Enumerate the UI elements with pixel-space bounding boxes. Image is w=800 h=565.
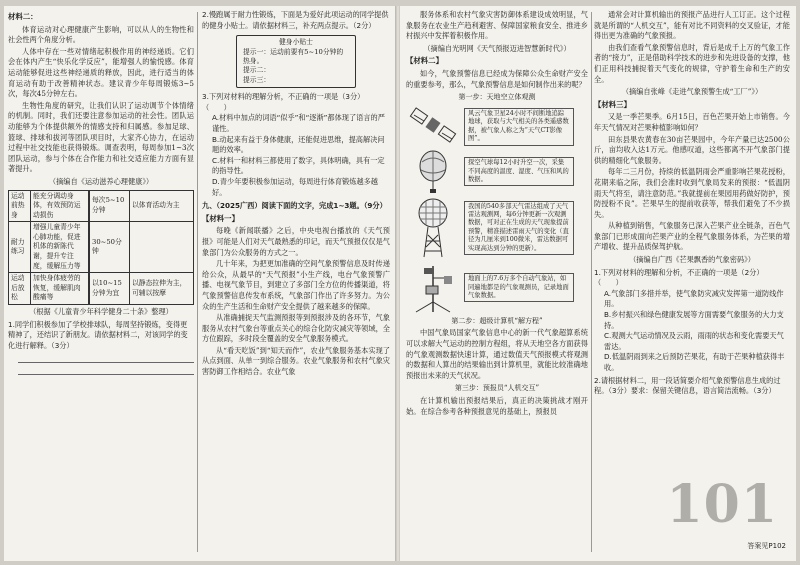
question-text: 3.下列对材料的理解分析，不正确的一项是（3分） — [202, 92, 365, 102]
paragraph: 通常会对计算机输出的预报产品进行人工订正。这个过程就是所谓的“人机交互”，能有对比不同资料的交叉验证，才能得出更为准确的气象预报。 — [594, 10, 790, 41]
option-c[interactable]: C.观测大气运动情况及云雨，雨雨的状态和变化需要天气雷达。 — [604, 331, 784, 351]
paragraph: 服务体系和农村气象灾害防御体系建设成效明显，气象服务在农业生产趋利避害、保障国家粮食安全、推进乡村振兴中发挥着积极作用。 — [406, 10, 588, 41]
satellite-caption: 风云气象卫星24小时不间断地追踪地球，获取与大气相关的各类遥感数据，被气象人称之为“天气CT影像图”。 — [464, 108, 574, 146]
paragraph: 每晚《新闻联播》之后，中央电视台播放的《天气预报》可能是人们对天气最熟悉的印记，而天气预报仅仅是气象部门为公众服务的方式之一。 — [202, 226, 390, 257]
material-3-title: 【材料三】 — [594, 99, 631, 109]
answer-line[interactable] — [18, 366, 194, 375]
weather-station-row — [406, 262, 588, 314]
tip-title: 健身小贴士 — [279, 38, 313, 47]
column-divider — [197, 12, 198, 552]
material-2-title: 材料二： — [8, 12, 38, 21]
table-row — [9, 222, 194, 273]
balloon-row — [406, 150, 588, 194]
source-note: （摘编自光明网《天气预报迈进智慧新时代》） — [423, 43, 571, 53]
question-2: 2.慢跑属于耐力性锻炼，下面是为爱好此项运动的同学提供的健身小贴士。请依据材料三，补充两点提示。（2分） — [202, 10, 389, 30]
weather-station-caption: 地面上的7.6万多个自动气象站，如同遍地都是的气象观测员，记录地面气象数据。 — [464, 273, 574, 302]
material-1-title: 【材料一】 — [202, 213, 239, 223]
step-3-heading: 第三步：预报员“人机交互” — [454, 384, 540, 393]
balloon-caption: 探空气球每12小时升空一次，采集不同高度的温度、湿度、气压和风的数据。 — [464, 157, 574, 186]
option-b[interactable]: B.动起来有益于身体健康，还能促进思维，提高解决问题的效率。 — [212, 134, 385, 155]
left-page — [4, 6, 396, 561]
tip-line[interactable]: 提示三： — [243, 75, 271, 84]
radar-caption: 我国的540多部天气雷达组成了天气雷达观测网，每6分钟更新一次观测数据，可对正在生成的天气现象提前预警，精准描述雷雨天气的变化（直径为几厘米到100微米，雷达数据可实现高达到分钟的更新）。 — [464, 201, 574, 255]
paragraph: 如今，气象预警信息已经成为保障公众生命财产安全的重要参考，那么，气象预警信息是如何制作出来的呢？ — [406, 68, 588, 89]
tip-line[interactable]: 提示二： — [243, 66, 271, 75]
table-cell: 加快身体疲劳的恢复，缓解肌肉酸痛等 — [31, 273, 89, 305]
satellite-row — [406, 105, 588, 149]
radar-row — [406, 195, 588, 261]
page-number: 101 — [666, 474, 778, 535]
step-2-heading: 第二步：超级计算机“解方程” — [451, 316, 543, 325]
table-row — [9, 273, 194, 305]
table-cell: 以10~15分钟为宜 — [90, 273, 130, 305]
paragraph: 在计算机输出预报结果后，真正的决策挑战才刚开始。在综合参考各种预报意见的基础上，预报员 — [406, 395, 588, 416]
answer-reference: 答案见P102 — [747, 542, 786, 550]
tip-line: 提示一：运动前要有5~10分钟的热身。 — [243, 47, 344, 65]
question-3 — [202, 92, 390, 113]
source-note: （摘编自《运动滋养心理健康》） — [48, 176, 154, 186]
option-a[interactable]: A.材料中加点的词语“似乎”和“逐渐”都体现了语言的严谨性。 — [212, 113, 385, 133]
source-note: （摘编自广西《芒果飘香的气象密码》） — [629, 255, 755, 265]
table-cell: 能充分调动身体，有效预防运动损伤 — [31, 190, 89, 222]
step-1-heading: 第一步：天地空立体观测 — [458, 93, 536, 102]
source-note: （摘编自张峰《走进气象预警生成“工厂”》） — [621, 87, 763, 97]
right-column-1 — [406, 10, 588, 418]
satellite-icon — [406, 105, 460, 149]
option-c[interactable]: C.材料一和材料三都使用了数字，具体明确，具有一定的指导性。 — [212, 155, 385, 176]
table-cell: 耐力练习 — [9, 222, 31, 273]
answer-paren[interactable]: （ ） — [594, 278, 623, 288]
option-a[interactable]: A.气象部门多措并举，使气象防灾减灾发挥第一道防线作用。 — [604, 288, 784, 309]
paragraph: 生物性角度的研究，让我们认识了运动调节个体情绪的机制。同时，我们还要注意参加运动的社会性。团队运动能够为个体提供额外的情感支持和归属感。参加足球、篮球、排球和拔河等团队项目时，大家齐心协力，在运动过程中社交技能也获得锻炼。调查表明，每周参加1~3次团队运动，参与个体在合作能力和社交适应能力方面有显著提升。 — [8, 100, 194, 174]
paragraph: 中国气象局国家气象信息中心的新一代气象超算系统可以求解大气运动的控制方程组，将从天地空各方面获得的气象观测数据快速计算，通过数值天气预报模式将观测的数据和人算出的结果输出到计算机里，就能比较准确地预报出未来的天气状况。 — [406, 328, 588, 380]
paragraph: 从“看天吃饭”到“知天而作”，农业气象服务基本实现了从点到面、从单一到综合服务。农业气象服务和农村气象灾害防御工作相结合。农业气象 — [202, 345, 390, 377]
paragraph: 每年二三月份，持续的低温阴雨会严重影响芒果花授粉，花期来临之际，我们会准时收到气象局发来的预报：“低温阴雨天气将至，请注意防范。”我就提前在果园用药做好防护，预防授粉不良”。芒果早生的提前收获等，帮我们避免了不少损失。 — [594, 167, 790, 219]
material-2-title: 【材料二】 — [406, 56, 443, 66]
answer-paren[interactable]: （ ） — [202, 102, 231, 112]
column-divider — [591, 12, 592, 552]
question-1 — [594, 268, 790, 289]
section-nine-intro: 九、（2025广西）阅读下面的文字，完成1~3题。（9分） — [202, 201, 387, 211]
paragraph: 人体中存在一些对情绪起积极作用的神经递质。它们会在体内产生“快乐化学反应”，能增强人的愉悦感。体育运动能够促进这些神经递质的释放，因此，进行适当的体育运动有助于改善精神状态。建议青少年每周锻炼3~5次，每次45分钟左右。 — [8, 46, 194, 99]
paragraph: 由我们查看气象预警信息时，背后是成千上万的气象工作者的“接力”，正是借助科学技术的进步和先进设备的支撑，他们正用科技捕捉着天气变化的规律，守护着生命和生产的安全。 — [594, 42, 790, 84]
table-cell: 每次5~10分钟 — [90, 190, 130, 222]
right-column-2 — [594, 10, 790, 397]
paragraph: 田东县果农黄春在30亩芒果园中，今年产量已达2500公斤，亩均收入达1万元。他感叹道，这些都离不开气象部门提供的精细化气象服务。 — [594, 134, 790, 165]
weather-station-icon — [406, 262, 460, 314]
table-cell — [130, 222, 194, 273]
table-cell: 以体育活动为主 — [130, 190, 194, 222]
option-b[interactable]: B.乡村振兴和绿色健康发展等方面需要气象服务的大力支持。 — [604, 310, 784, 330]
table-cell: 30~50分钟 — [90, 222, 130, 273]
table-row — [9, 190, 194, 222]
answer-line[interactable] — [18, 354, 194, 363]
paragraph: 从种植到销售，气象服务已深入芒果产业全链条，百色气象部门已形成面向芒果产业的全程气象服务体系，为芒果的增产增收、提升品质保驾护航。 — [594, 221, 790, 252]
table-cell: 以静态拉伸为主，可辅以按摩 — [130, 273, 194, 305]
table-cell: 运动后放松 — [9, 273, 31, 305]
exercise-table — [8, 190, 194, 306]
paragraph: 体育运动对心理健康产生影响，可以从人的生物性和社会性两个角度分析。 — [8, 24, 194, 45]
option-d[interactable]: D.低温阴雨到来之后预防芒果花，有助于芒果种植获得丰收。 — [604, 352, 785, 372]
radar-icon — [406, 195, 460, 261]
right-page — [400, 6, 796, 561]
fitness-tip-box — [236, 35, 356, 88]
paragraph: 又是一季芒果季。6月15日，百色芒果开始上市销售。今年天气情况对芒果种植影响如何？ — [594, 112, 790, 132]
paragraph: 从准确捕捉天气监测预报等到预报涉及的各环节，气象服务从农村气象台等重点关心的综合化防灾减灾等领域，全方位跟踪，多时段全覆盖的安全气象服务模式。 — [202, 313, 390, 344]
paragraph: 几十年来，为把更加准确的空间气象预警信息及时传递给公众，从最早的“天气预报”小生产线，电台气象预警广播、电视气象节目，到建立了多部门全方位的传播渠道，将气象预警信息传发布系统，气象部门作出了许多努力。为公众的生产生活和生命财产安全提供了越来越多的保障。 — [202, 259, 390, 311]
left-column-2 — [202, 10, 390, 379]
left-column-1 — [8, 10, 194, 375]
source-note: （根据《儿童青少年科学健身二十条》整理） — [29, 307, 173, 317]
question-1: 1.同学们积极参加了学校排球队，每周坚持锻炼，变得更精神了，还结识了新朋友。请依据材料二，对该同学的变化进行解释。（3分） — [8, 319, 188, 350]
option-d[interactable]: D.青少年要积极参加运动，每周进行体育锻炼越多越好。 — [212, 176, 378, 197]
question-text: 1.下列对材料的理解和分析，不正确的一项是（2分） — [594, 267, 764, 277]
table-cell: 运动前热身 — [9, 190, 31, 222]
table-cell: 增强儿童青少年心肺功能，促进机体的新陈代谢，提升专注度，缓解压力等 — [31, 222, 89, 273]
question-2: 2.请根据材料二，用一段话简要介绍气象预警信息生成的过程。（3分）要求：保留关键信息，语言简洁流畅。（3分） — [594, 375, 781, 396]
weather-balloon-icon — [406, 150, 460, 194]
